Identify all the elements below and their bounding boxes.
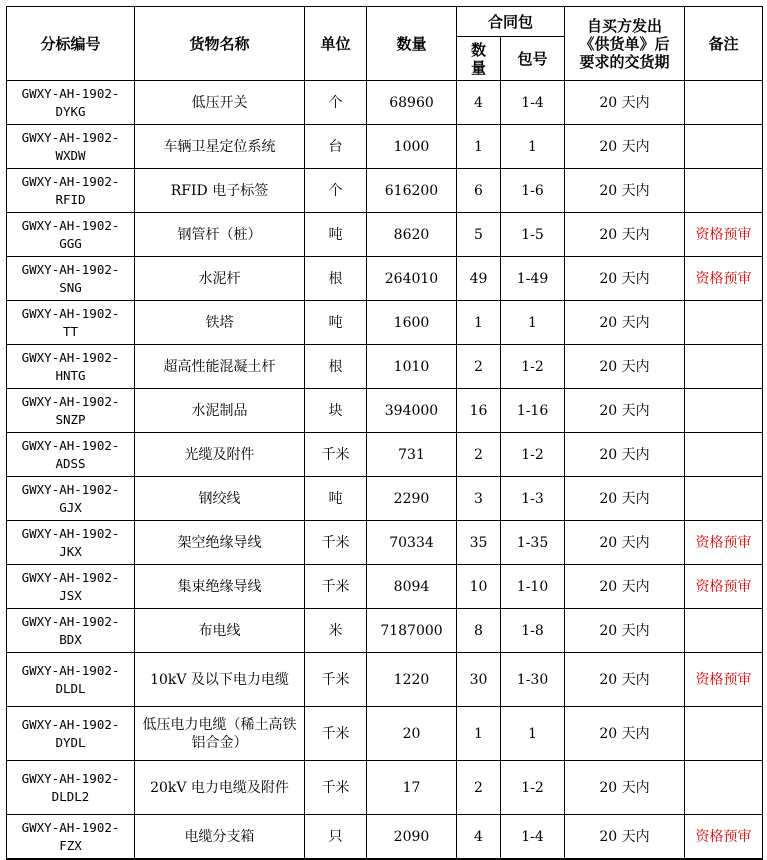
table-row <box>7 345 763 389</box>
cell-name: 布电线 <box>135 609 305 653</box>
code-suffix: JKX <box>59 543 82 559</box>
code-prefix: GWXY-AH-1902- <box>21 819 120 835</box>
header-name: 货物名称 <box>135 7 305 81</box>
code-suffix: DYDL <box>55 734 86 750</box>
cell-package-no: 1-4 <box>501 815 565 860</box>
cell-delivery: 20 天内 <box>565 521 685 565</box>
cell-package-count: 2 <box>457 761 501 815</box>
cell-delivery: 20 天内 <box>565 609 685 653</box>
cell-delivery: 20 天内 <box>565 389 685 433</box>
header-contract-package: 合同包 <box>457 7 565 37</box>
cell-remark <box>685 125 763 169</box>
cell-package-no: 1-5 <box>501 213 565 257</box>
cell-quantity: 8620 <box>367 213 457 257</box>
cell-package-no: 1 <box>501 707 565 761</box>
table-row <box>7 433 763 477</box>
cell-package-no: 1-35 <box>501 521 565 565</box>
header-delivery-line3: 要求的交货期 <box>579 52 670 71</box>
cell-remark <box>685 433 763 477</box>
cell-package-count: 6 <box>457 169 501 213</box>
code-prefix: GWXY-AH-1902- <box>21 305 120 321</box>
cell-remark: 资格预审 <box>685 257 763 301</box>
cell-name: RFID 电子标签 <box>135 169 305 213</box>
header-package-count <box>457 37 501 81</box>
cell-package-count: 1 <box>457 707 501 761</box>
cell-quantity: 68960 <box>367 81 457 125</box>
table-row <box>7 521 763 565</box>
cell-name: 电缆分支箱 <box>135 815 305 860</box>
cell-package-count: 1 <box>457 125 501 169</box>
code-prefix: GWXY-AH-1902- <box>21 481 120 497</box>
code-suffix: GJX <box>59 499 82 515</box>
cell-quantity: 7187000 <box>367 609 457 653</box>
cell-package-count: 4 <box>457 815 501 860</box>
code-prefix: GWXY-AH-1902- <box>21 129 120 145</box>
cell-package-count: 49 <box>457 257 501 301</box>
code-prefix: GWXY-AH-1902- <box>21 173 120 189</box>
cell-remark <box>685 389 763 433</box>
code-prefix: GWXY-AH-1902- <box>21 349 120 365</box>
header-delivery-line2: 《供货单》后 <box>579 34 670 53</box>
cell-package-no: 1-49 <box>501 257 565 301</box>
cell-package-no: 1-2 <box>501 345 565 389</box>
code-prefix: GWXY-AH-1902- <box>21 770 120 786</box>
cell-package-count: 2 <box>457 345 501 389</box>
table-body <box>7 81 763 860</box>
cell-package-count: 5 <box>457 213 501 257</box>
cell-remark: 资格预审 <box>685 815 763 860</box>
cell-unit: 米 <box>305 609 367 653</box>
cell-remark <box>685 169 763 213</box>
table-row <box>7 169 763 213</box>
code-prefix: GWXY-AH-1902- <box>21 525 120 541</box>
cell-code <box>7 761 135 815</box>
cell-unit: 只 <box>305 815 367 860</box>
table-row <box>7 81 763 125</box>
cell-package-no: 1-30 <box>501 653 565 707</box>
cell-package-no: 1-3 <box>501 477 565 521</box>
cell-package-no: 1-8 <box>501 609 565 653</box>
code-suffix: BDX <box>59 631 82 647</box>
cell-quantity: 1000 <box>367 125 457 169</box>
cell-delivery: 20 天内 <box>565 301 685 345</box>
code-suffix: DLDL2 <box>51 788 90 804</box>
cell-name: 低压电力电缆（稀土高铁铝合金） <box>135 707 305 761</box>
cell-unit: 吨 <box>305 301 367 345</box>
cell-code <box>7 389 135 433</box>
code-prefix: GWXY-AH-1902- <box>21 437 120 453</box>
cell-quantity: 616200 <box>367 169 457 213</box>
cell-unit: 根 <box>305 257 367 301</box>
cell-remark: 资格预审 <box>685 213 763 257</box>
header-quantity: 数量 <box>367 7 457 81</box>
cell-delivery: 20 天内 <box>565 761 685 815</box>
code-prefix: GWXY-AH-1902- <box>21 716 120 732</box>
code-suffix: FZX <box>59 837 82 853</box>
cell-delivery: 20 天内 <box>565 565 685 609</box>
cell-code <box>7 477 135 521</box>
code-prefix: GWXY-AH-1902- <box>21 662 120 678</box>
cell-remark <box>685 477 763 521</box>
cell-unit: 吨 <box>305 477 367 521</box>
cell-package-no: 1-16 <box>501 389 565 433</box>
cell-quantity: 1010 <box>367 345 457 389</box>
cell-quantity: 2290 <box>367 477 457 521</box>
cell-remark <box>685 345 763 389</box>
cell-code <box>7 433 135 477</box>
code-suffix: RFID <box>55 191 86 207</box>
header-code: 分标编号 <box>7 7 135 81</box>
cell-package-count: 3 <box>457 477 501 521</box>
cell-code <box>7 169 135 213</box>
header-delivery <box>565 7 685 81</box>
cell-delivery: 20 天内 <box>565 169 685 213</box>
cell-package-no: 1 <box>501 301 565 345</box>
cell-unit: 千米 <box>305 707 367 761</box>
cell-unit: 千米 <box>305 521 367 565</box>
cell-name: 低压开关 <box>135 81 305 125</box>
cell-code <box>7 257 135 301</box>
cell-delivery: 20 天内 <box>565 815 685 860</box>
cell-name: 水泥杆 <box>135 257 305 301</box>
cell-quantity: 1600 <box>367 301 457 345</box>
cell-quantity: 17 <box>367 761 457 815</box>
cell-unit: 千米 <box>305 565 367 609</box>
cell-delivery: 20 天内 <box>565 653 685 707</box>
code-suffix: SNG <box>59 279 82 295</box>
table-row <box>7 125 763 169</box>
cell-code <box>7 213 135 257</box>
cell-package-no: 1-2 <box>501 433 565 477</box>
code-suffix: ADSS <box>55 455 86 471</box>
code-prefix: GWXY-AH-1902- <box>21 217 120 233</box>
table-row <box>7 565 763 609</box>
table-row <box>7 389 763 433</box>
cell-quantity: 264010 <box>367 257 457 301</box>
cell-package-no: 1-10 <box>501 565 565 609</box>
code-prefix: GWXY-AH-1902- <box>21 613 120 629</box>
code-prefix: GWXY-AH-1902- <box>21 85 120 101</box>
cell-package-count: 2 <box>457 433 501 477</box>
header-package-no: 包号 <box>501 37 565 81</box>
cell-code <box>7 301 135 345</box>
code-suffix: DLDL <box>55 680 86 696</box>
cell-code <box>7 815 135 860</box>
code-suffix: JSX <box>59 587 82 603</box>
cell-remark <box>685 707 763 761</box>
code-suffix: DYKG <box>55 103 86 119</box>
cell-delivery: 20 天内 <box>565 257 685 301</box>
cell-quantity: 731 <box>367 433 457 477</box>
cell-package-count: 10 <box>457 565 501 609</box>
cell-quantity: 2090 <box>367 815 457 860</box>
goods-table <box>6 6 763 860</box>
cell-quantity: 8094 <box>367 565 457 609</box>
cell-package-no: 1 <box>501 125 565 169</box>
cell-unit: 吨 <box>305 213 367 257</box>
cell-code <box>7 565 135 609</box>
cell-package-count: 35 <box>457 521 501 565</box>
cell-unit: 根 <box>305 345 367 389</box>
code-suffix: SNZP <box>55 411 86 427</box>
cell-delivery: 20 天内 <box>565 125 685 169</box>
cell-delivery: 20 天内 <box>565 81 685 125</box>
cell-delivery: 20 天内 <box>565 213 685 257</box>
cell-package-count: 30 <box>457 653 501 707</box>
cell-remark <box>685 81 763 125</box>
cell-code <box>7 653 135 707</box>
cell-remark <box>685 761 763 815</box>
cell-package-no: 1-6 <box>501 169 565 213</box>
cell-code <box>7 707 135 761</box>
cell-unit: 个 <box>305 169 367 213</box>
code-suffix: WXDW <box>55 147 86 163</box>
cell-remark <box>685 301 763 345</box>
cell-unit: 千米 <box>305 761 367 815</box>
cell-remark <box>685 609 763 653</box>
code-prefix: GWXY-AH-1902- <box>21 569 120 585</box>
cell-package-count: 1 <box>457 301 501 345</box>
cell-remark: 资格预审 <box>685 521 763 565</box>
cell-code <box>7 125 135 169</box>
cell-name: 钢管杆（桩） <box>135 213 305 257</box>
cell-quantity: 1220 <box>367 653 457 707</box>
cell-name: 水泥制品 <box>135 389 305 433</box>
cell-unit: 台 <box>305 125 367 169</box>
header-package-count-line1: 数 <box>470 40 486 59</box>
table-row <box>7 609 763 653</box>
cell-package-no: 1-4 <box>501 81 565 125</box>
table-row <box>7 477 763 521</box>
table-row <box>7 761 763 815</box>
cell-name: 10kV 及以下电力电缆 <box>135 653 305 707</box>
table-row <box>7 301 763 345</box>
cell-name: 车辆卫星定位系统 <box>135 125 305 169</box>
cell-name: 超高性能混凝土杆 <box>135 345 305 389</box>
code-suffix: HNTG <box>55 367 86 383</box>
cell-delivery: 20 天内 <box>565 707 685 761</box>
cell-name: 铁塔 <box>135 301 305 345</box>
cell-unit: 个 <box>305 81 367 125</box>
cell-package-no: 1-2 <box>501 761 565 815</box>
table-row <box>7 213 763 257</box>
cell-remark: 资格预审 <box>685 565 763 609</box>
cell-delivery: 20 天内 <box>565 477 685 521</box>
cell-remark: 资格预审 <box>685 653 763 707</box>
cell-unit: 千米 <box>305 653 367 707</box>
cell-delivery: 20 天内 <box>565 433 685 477</box>
cell-code <box>7 81 135 125</box>
code-suffix: TT <box>62 323 79 339</box>
header-remark: 备注 <box>685 7 763 81</box>
cell-unit: 块 <box>305 389 367 433</box>
cell-quantity: 394000 <box>367 389 457 433</box>
cell-code <box>7 609 135 653</box>
cell-delivery: 20 天内 <box>565 345 685 389</box>
cell-code <box>7 521 135 565</box>
header-unit: 单位 <box>305 7 367 81</box>
table-row <box>7 815 763 860</box>
code-prefix: GWXY-AH-1902- <box>21 261 120 277</box>
header-package-count-line2: 量 <box>470 58 486 77</box>
cell-package-count: 4 <box>457 81 501 125</box>
cell-quantity: 70334 <box>367 521 457 565</box>
table-header <box>7 7 763 81</box>
code-suffix: GGG <box>59 235 82 251</box>
table-row <box>7 653 763 707</box>
table-row <box>7 257 763 301</box>
cell-name: 集束绝缘导线 <box>135 565 305 609</box>
cell-name: 光缆及附件 <box>135 433 305 477</box>
cell-package-count: 8 <box>457 609 501 653</box>
table-row <box>7 707 763 761</box>
cell-quantity: 20 <box>367 707 457 761</box>
cell-unit: 千米 <box>305 433 367 477</box>
cell-name: 20kV 电力电缆及附件 <box>135 761 305 815</box>
cell-package-count: 16 <box>457 389 501 433</box>
header-delivery-line1: 自买方发出 <box>587 16 663 35</box>
cell-name: 架空绝缘导线 <box>135 521 305 565</box>
cell-name: 钢绞线 <box>135 477 305 521</box>
code-prefix: GWXY-AH-1902- <box>21 393 120 409</box>
cell-code <box>7 345 135 389</box>
